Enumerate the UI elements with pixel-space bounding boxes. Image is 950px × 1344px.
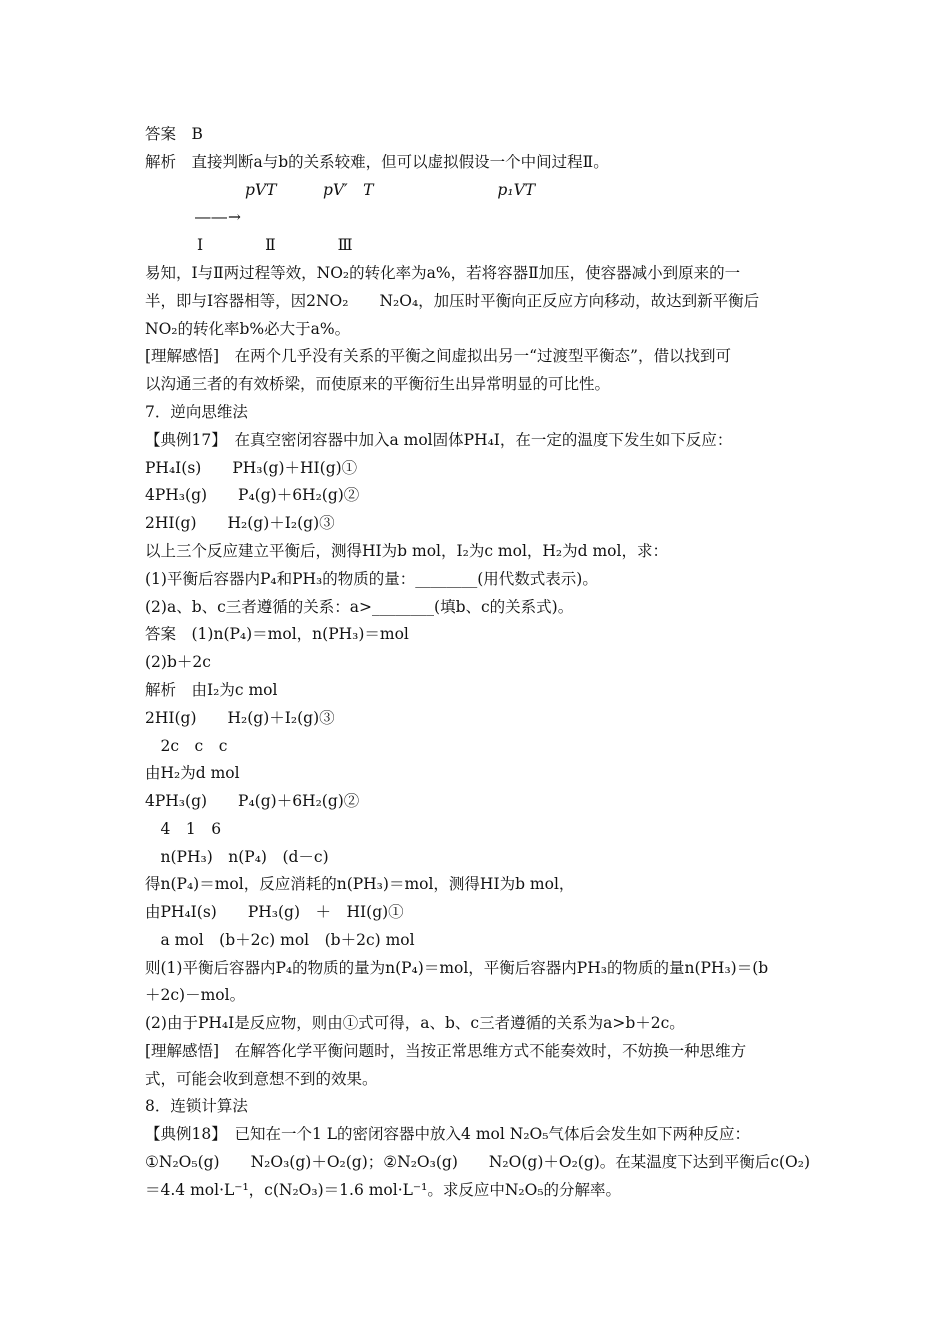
coefficient-line: 2c c c [145, 737, 228, 755]
equation-line: 2HI(g) H₂(g)＋I₂(g)③ [145, 709, 335, 727]
text-line: 由H₂为d mol [145, 764, 240, 782]
process-labels: Ⅰ Ⅱ Ⅲ [197, 236, 353, 254]
example-line: 【典例18】 已知在一个1 L的密闭容器中放入4 mol N₂O₅气体后会发生如下两种反应： [145, 1125, 750, 1143]
example-line: ①N₂O₅(g) N₂O₃(g)＋O₂(g)；②N₂O₃(g) N₂O(g)＋O₂(g)。在某温度下达到平衡后c(O₂) [145, 1153, 811, 1171]
coefficient-line: n(PH₃) n(P₄) (d－c) [145, 848, 329, 866]
process-conditions: pVT pV′ T p₁VT [245, 181, 536, 199]
process-arrow: ――→ [195, 208, 242, 226]
text-line: (2)由于PH₄I是反应物，则由①式可得，a、b、c三者遵循的关系为a>b＋2c。 [145, 1014, 685, 1032]
insight-line: 式，可能会收到意想不到的效果。 [145, 1070, 378, 1088]
example-line: 【典例17】 在真空密闭容器中加入a mol固体PH₄I，在一定的温度下发生如下反应： [145, 431, 733, 449]
text-line: 半，即与Ⅰ容器相等，因2NO₂ N₂O₄，加压时平衡向正反应方向移动，故达到新平衡后 [145, 292, 760, 310]
coefficient-line: a mol (b＋2c) mol (b＋2c) mol [145, 931, 415, 949]
example-line: ＝4.4 mol·L⁻¹，c(N₂O₃)＝1.6 mol·L⁻¹。求反应中N₂O₅的分解率。 [145, 1181, 622, 1199]
coefficient-line: 4 1 6 [145, 820, 222, 838]
analysis-line: 解析 直接判断a与b的关系较难，但可以虚拟假设一个中间过程Ⅱ。 [145, 153, 609, 171]
insight-line: 以沟通三者的有效桥梁，而使原来的平衡衍生出异常明显的可比性。 [145, 375, 611, 393]
text-line: 则(1)平衡后容器内P₄的物质的量为n(P₄)＝mol，平衡后容器内PH₃的物质的量n(PH₃)＝(b [145, 959, 769, 977]
answer-line: (2)b＋2c [145, 653, 211, 671]
section-heading: 7．逆向思维法 [145, 403, 248, 421]
text-line: 以上三个反应建立平衡后，测得HI为b mol，I₂为c mol，H₂为d mol，求： [145, 542, 668, 560]
text-line: 得n(P₄)＝mol，反应消耗的n(PH₃)＝mol，测得HI为b mol， [145, 875, 575, 893]
analysis-line: 解析 由I₂为c mol [145, 681, 278, 699]
equation-line: 2HI(g) H₂(g)＋I₂(g)③ [145, 514, 335, 532]
equation-line: PH₄I(s) PH₃(g)＋HI(g)① [145, 459, 358, 477]
equation-line: 由PH₄I(s) PH₃(g) ＋ HI(g)① [145, 903, 404, 921]
section-heading: 8．连锁计算法 [145, 1097, 248, 1115]
answer-line: 答案 (1)n(P₄)＝mol，n(PH₃)＝mol [145, 625, 409, 643]
question-line: (1)平衡后容器内P₄和PH₃的物质的量：________(用代数式表示)。 [145, 570, 598, 588]
question-line: (2)a、b、c三者遵循的关系：a>________(填b、c的关系式)。 [145, 598, 574, 616]
text-line: ＋2c)－mol。 [145, 986, 246, 1004]
text-line: NO₂的转化率b%必大于a%。 [145, 320, 351, 338]
insight-line: [理解感悟] 在两个几乎没有关系的平衡之间虚拟出另一“过渡型平衡态”，借以找到可 [145, 347, 731, 365]
insight-line: [理解感悟] 在解答化学平衡问题时，当按正常思维方式不能奏效时，不妨换一种思维方 [145, 1042, 747, 1060]
text-line: 易知，Ⅰ与Ⅱ两过程等效，NO₂的转化率为a%，若将容器Ⅱ加压，使容器减小到原来的一 [145, 264, 741, 282]
equation-line: 4PH₃(g) P₄(g)＋6H₂(g)② [145, 486, 360, 504]
equation-line: 4PH₃(g) P₄(g)＋6H₂(g)② [145, 792, 360, 810]
answer-line: 答案 B [145, 125, 203, 143]
